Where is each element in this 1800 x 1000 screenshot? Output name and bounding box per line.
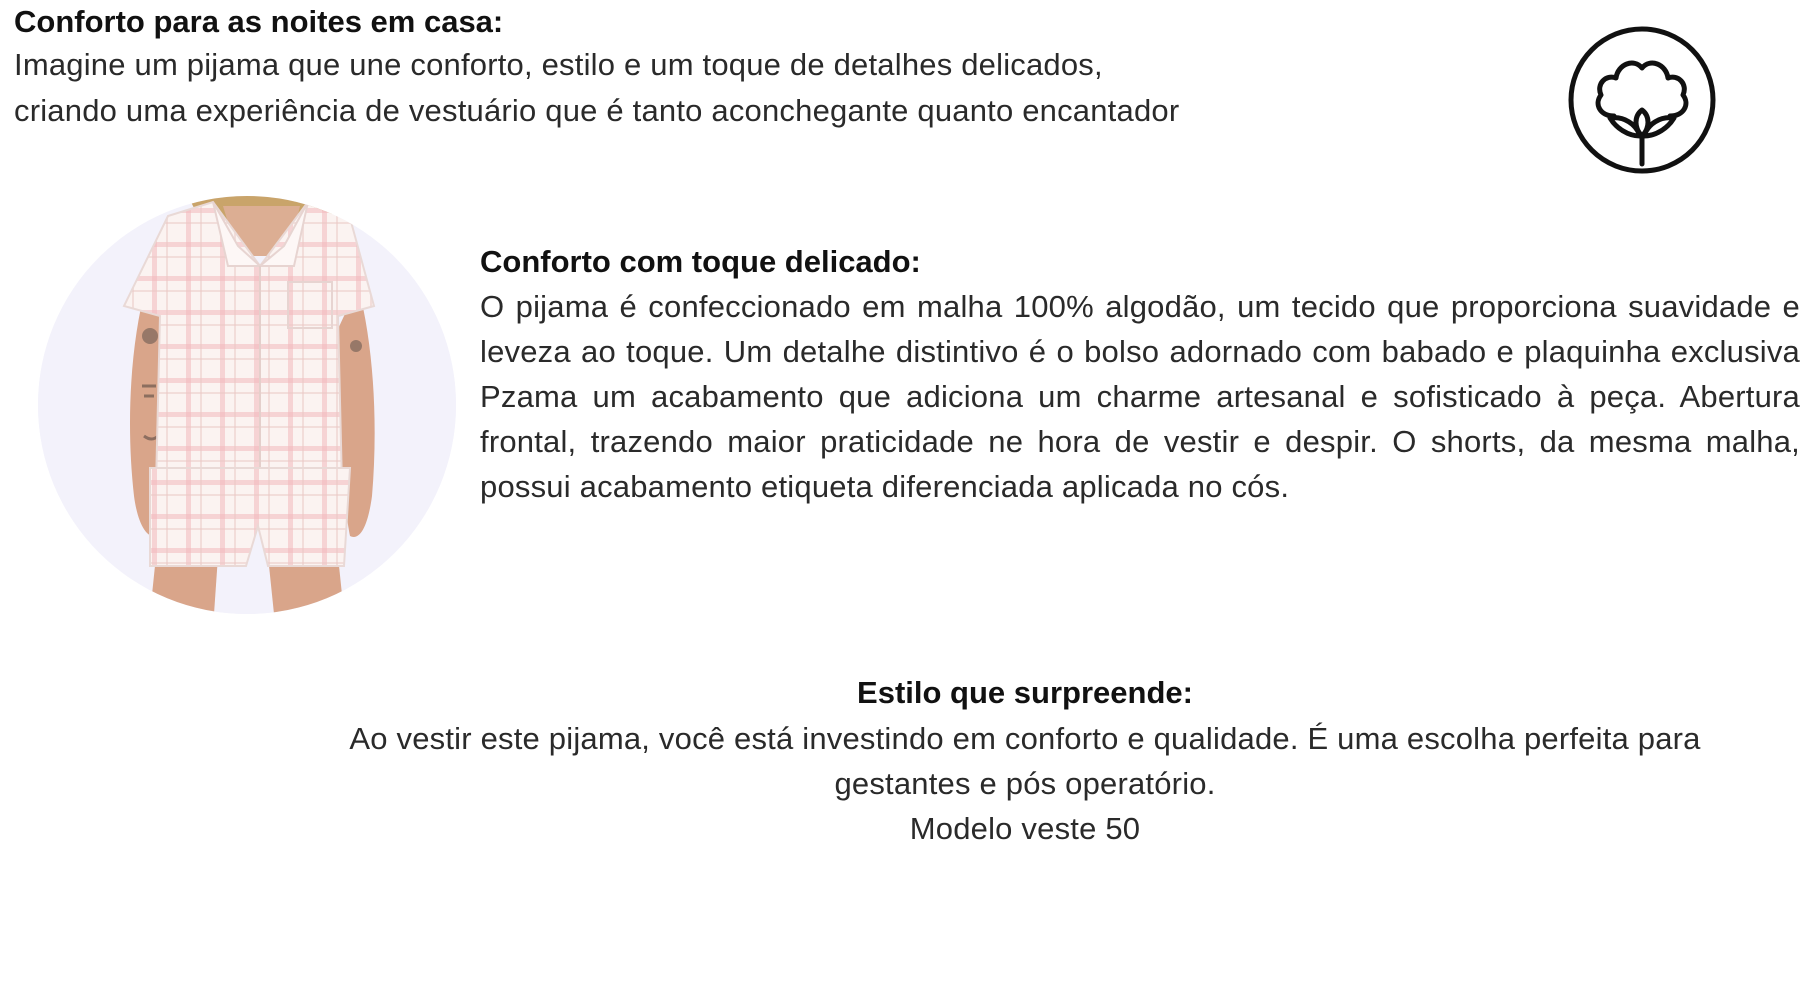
intro-line-2: criando uma experiência de vestuário que é tanto aconchegante quanto encantador <box>14 93 1180 128</box>
style-section <box>280 670 1770 851</box>
intro-heading: Conforto para as noites em casa: <box>14 4 504 39</box>
cotton-flower-icon <box>1566 24 1718 176</box>
style-heading: Estilo que surpreende: <box>857 675 1193 710</box>
intro-line-1: Imagine um pijama que une conforto, estilo e um toque de detalhes delicados, <box>14 47 1103 82</box>
product-photo <box>38 196 456 614</box>
style-line-2: gestantes e pós operatório. <box>834 766 1216 801</box>
detail-heading: Conforto com toque delicado: <box>480 244 921 279</box>
style-line-1: Ao vestir este pijama, você está investindo em conforto e qualidade. É uma escolha perfeita para <box>349 721 1701 756</box>
detail-body: O pijama é confeccionado em malha 100% algodão, um tecido que proporciona suavidade e leveza ao toque. Um detalhe distintivo é o bolso adornado com babado e plaquinha exclusiva Pzama um acabamento que adiciona um charme artesanal e sofisticado à peça. Abertura frontal, trazendo maior praticidade ne hora de vestir e despir. O shorts, da mesma malha, possui acabamento etiqueta diferenciada aplicada no cós. <box>480 289 1800 504</box>
style-line-3: Modelo veste 50 <box>909 811 1141 846</box>
detail-section <box>480 242 1800 509</box>
intro-section <box>14 2 1314 134</box>
